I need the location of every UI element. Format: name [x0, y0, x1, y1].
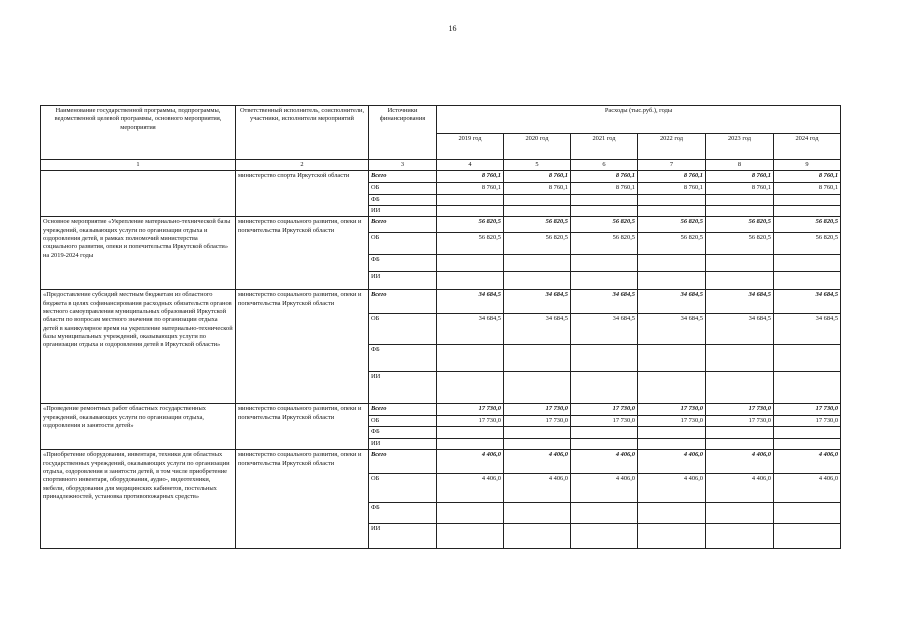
expense-value [571, 272, 638, 290]
expense-value: 17 730,0 [706, 404, 774, 415]
expense-value: 8 760,1 [571, 182, 638, 194]
expense-value [571, 524, 638, 549]
expense-value: 8 760,1 [638, 171, 706, 182]
funding-source: ФБ [369, 426, 437, 438]
expense-value [638, 255, 706, 272]
expense-value: 8 760,1 [504, 171, 571, 182]
expense-value: 4 406,0 [437, 450, 504, 474]
expense-value: 8 760,1 [504, 182, 571, 194]
expense-value: 8 760,1 [437, 182, 504, 194]
expense-value: 17 730,0 [437, 404, 504, 415]
column-number: 9 [774, 160, 841, 171]
expense-value [437, 194, 504, 205]
column-number: 3 [369, 160, 437, 171]
expense-value [774, 345, 841, 372]
expense-value: 34 684,5 [774, 290, 841, 314]
expense-value: 34 684,5 [571, 314, 638, 345]
expense-value: 56 820,5 [571, 233, 638, 255]
expenses-table [40, 105, 841, 549]
header-name: Наименование государственной программы, подпрограммы, ведомственной целевой программы, основного мероприятия, мероприятия [41, 106, 236, 160]
activity-name: «Предоставление субсидий местным бюджетам из областного бюджета в целях софинансирования расходных обязательств органов местного самоуправления муниципальных образований Иркутской области по вопросам местного значения по организации отдыха детей в каникулярное время на укрепление материально-технической базы муниципальных учреждений, оказывающих услуги по организации отдыха и оздоровления детей в Иркутской области» [41, 290, 236, 404]
expense-value [504, 372, 571, 404]
activity-name: «Проведение ремонтных работ областных государственных учреждений, оказывающих услуги по организации отдыха, оздоровления и занятости детей» [41, 404, 236, 450]
activity-executor: министерство социального развития, опеки и попечительства Иркутской области [236, 450, 369, 549]
expense-value [706, 438, 774, 449]
expense-value: 56 820,5 [504, 217, 571, 233]
header-source: Источники финансирования [369, 106, 437, 160]
expense-value [638, 438, 706, 449]
funding-source: ИИ [369, 205, 437, 216]
expense-value [638, 205, 706, 216]
activity-name [41, 171, 236, 217]
funding-source: Всего [369, 171, 437, 182]
funding-source: ФБ [369, 503, 437, 524]
expense-value: 56 820,5 [706, 233, 774, 255]
activity-executor: министерство социального развития, опеки и попечительства Иркутской области [236, 290, 369, 404]
expense-value [774, 426, 841, 438]
funding-source: ОБ [369, 474, 437, 503]
expense-value: 4 406,0 [706, 474, 774, 503]
activity-executor: министерство спорта Иркутской области [236, 171, 369, 217]
expense-value: 34 684,5 [706, 290, 774, 314]
expense-value: 8 760,1 [774, 182, 841, 194]
expense-value [504, 345, 571, 372]
expense-value: 17 730,0 [638, 404, 706, 415]
expense-value: 4 406,0 [571, 474, 638, 503]
activity-executor: министерство социального развития, опеки и попечительства Иркутской области [236, 217, 369, 290]
expense-value [571, 205, 638, 216]
expense-value: 34 684,5 [504, 290, 571, 314]
expense-value [774, 372, 841, 404]
column-number: 7 [638, 160, 706, 171]
expense-value [571, 194, 638, 205]
column-number: 6 [571, 160, 638, 171]
expense-value [774, 205, 841, 216]
expense-value: 34 684,5 [437, 290, 504, 314]
expense-value: 34 684,5 [706, 314, 774, 345]
expense-value [504, 205, 571, 216]
expense-value [638, 524, 706, 549]
expense-value: 4 406,0 [638, 474, 706, 503]
expense-value: 17 730,0 [774, 404, 841, 415]
expense-value: 4 406,0 [504, 474, 571, 503]
expense-value [638, 272, 706, 290]
table-row [41, 290, 841, 314]
expense-value [437, 205, 504, 216]
expense-value [638, 345, 706, 372]
expense-value: 34 684,5 [638, 290, 706, 314]
header-year: 2024 год [774, 134, 841, 160]
expense-value: 17 730,0 [437, 415, 504, 426]
expense-value [706, 426, 774, 438]
expense-value: 17 730,0 [571, 415, 638, 426]
expense-value [774, 272, 841, 290]
funding-source: ИИ [369, 372, 437, 404]
expense-value: 8 760,1 [774, 171, 841, 182]
expense-value [437, 272, 504, 290]
expense-value: 17 730,0 [504, 404, 571, 415]
table-row [41, 450, 841, 474]
expense-value: 4 406,0 [774, 450, 841, 474]
expense-value: 56 820,5 [437, 233, 504, 255]
expense-value: 4 406,0 [638, 450, 706, 474]
expense-value: 8 760,1 [638, 182, 706, 194]
page-number: 16 [448, 24, 457, 33]
expense-value [437, 345, 504, 372]
funding-source: ФБ [369, 194, 437, 205]
column-number: 5 [504, 160, 571, 171]
expense-value: 34 684,5 [437, 314, 504, 345]
header-executor: Ответственный исполнитель, соисполнители, участники, исполнители мероприятий [236, 106, 369, 160]
expense-value: 34 684,5 [638, 314, 706, 345]
expense-value: 4 406,0 [706, 450, 774, 474]
expense-value: 34 684,5 [774, 314, 841, 345]
expense-value [504, 426, 571, 438]
expense-value [571, 426, 638, 438]
expense-value [571, 345, 638, 372]
expense-value [706, 194, 774, 205]
funding-source: Всего [369, 217, 437, 233]
expense-value [638, 426, 706, 438]
expense-value [706, 524, 774, 549]
expense-value [774, 194, 841, 205]
expense-value [504, 503, 571, 524]
expense-value: 8 760,1 [706, 182, 774, 194]
expense-value [571, 438, 638, 449]
activity-name: Основное мероприятие «Укрепление материально-технической базы учреждений, оказывающих услуги по организации отдыха и оздоровления детей, в рамках полномочий министерства социального развития, опеки и попечительства Иркутской области» на 2019-2024 годы [41, 217, 236, 290]
expense-value: 8 760,1 [706, 171, 774, 182]
expense-value [437, 255, 504, 272]
expense-value: 17 730,0 [706, 415, 774, 426]
column-number: 4 [437, 160, 504, 171]
expense-value: 8 760,1 [437, 171, 504, 182]
expense-value [706, 372, 774, 404]
funding-source: Всего [369, 450, 437, 474]
expense-value: 4 406,0 [504, 450, 571, 474]
expense-value [437, 503, 504, 524]
funding-source: Всего [369, 290, 437, 314]
funding-source: ОБ [369, 182, 437, 194]
header-year: 2022 год [638, 134, 706, 160]
funding-source: ИИ [369, 438, 437, 449]
expense-value: 56 820,5 [774, 233, 841, 255]
expense-value [504, 272, 571, 290]
expense-value [774, 524, 841, 549]
expense-value: 56 820,5 [504, 233, 571, 255]
table-row [41, 171, 841, 182]
funding-source: ОБ [369, 233, 437, 255]
funding-source: ФБ [369, 345, 437, 372]
expense-value [437, 438, 504, 449]
expense-value [638, 194, 706, 205]
column-number: 1 [41, 160, 236, 171]
expense-value [504, 438, 571, 449]
activity-executor: министерство социального развития, опеки и попечительства Иркутской области [236, 404, 369, 450]
header-year: 2019 год [437, 134, 504, 160]
expense-value [504, 194, 571, 205]
table-row [41, 404, 841, 415]
funding-source: ОБ [369, 314, 437, 345]
expense-value [571, 372, 638, 404]
expense-value: 56 820,5 [437, 217, 504, 233]
funding-source: ОБ [369, 415, 437, 426]
expense-value [774, 255, 841, 272]
expense-value: 34 684,5 [571, 290, 638, 314]
expense-value [774, 503, 841, 524]
expense-value: 56 820,5 [571, 217, 638, 233]
expense-value [504, 255, 571, 272]
expense-value: 17 730,0 [571, 404, 638, 415]
expense-value: 4 406,0 [774, 474, 841, 503]
expense-value [706, 205, 774, 216]
column-number: 8 [706, 160, 774, 171]
expense-value: 56 820,5 [638, 233, 706, 255]
expense-value: 34 684,5 [504, 314, 571, 345]
header-year: 2020 год [504, 134, 571, 160]
expense-value [437, 372, 504, 404]
expense-value [706, 503, 774, 524]
expense-value [437, 426, 504, 438]
header-year: 2023 год [706, 134, 774, 160]
expense-value [638, 503, 706, 524]
expense-value [504, 524, 571, 549]
expense-value: 56 820,5 [774, 217, 841, 233]
table-row [41, 217, 841, 233]
funding-source: ИИ [369, 524, 437, 549]
expense-value [706, 272, 774, 290]
expense-value [706, 255, 774, 272]
expense-value: 4 406,0 [571, 450, 638, 474]
expense-value: 8 760,1 [571, 171, 638, 182]
funding-source: ФБ [369, 255, 437, 272]
expense-value [571, 255, 638, 272]
expense-value [437, 524, 504, 549]
expense-value [638, 372, 706, 404]
expense-value: 17 730,0 [504, 415, 571, 426]
funding-source: ИИ [369, 272, 437, 290]
header-expenses: Расходы (тыс.руб.), годы [437, 106, 841, 134]
expense-value: 56 820,5 [706, 217, 774, 233]
expense-value: 4 406,0 [437, 474, 504, 503]
expense-value [706, 345, 774, 372]
activity-name: «Приобретение оборудования, инвентаря, техники для областных государственных учреждений, оказывающих услуги по организации отдыха, оздоровления и занятости детей, в том числе приобретение спортивного инвентаря, оборудования, аудио-, видеотехники, мебели, оборудования для медицинских кабинетов, постельных принадлежностей, установка противопожарных средств» [41, 450, 236, 549]
expense-value: 17 730,0 [774, 415, 841, 426]
header-year: 2021 год [571, 134, 638, 160]
funding-source: Всего [369, 404, 437, 415]
expense-value: 56 820,5 [638, 217, 706, 233]
expense-value [571, 503, 638, 524]
expense-value [774, 438, 841, 449]
column-number: 2 [236, 160, 369, 171]
expense-value: 17 730,0 [638, 415, 706, 426]
